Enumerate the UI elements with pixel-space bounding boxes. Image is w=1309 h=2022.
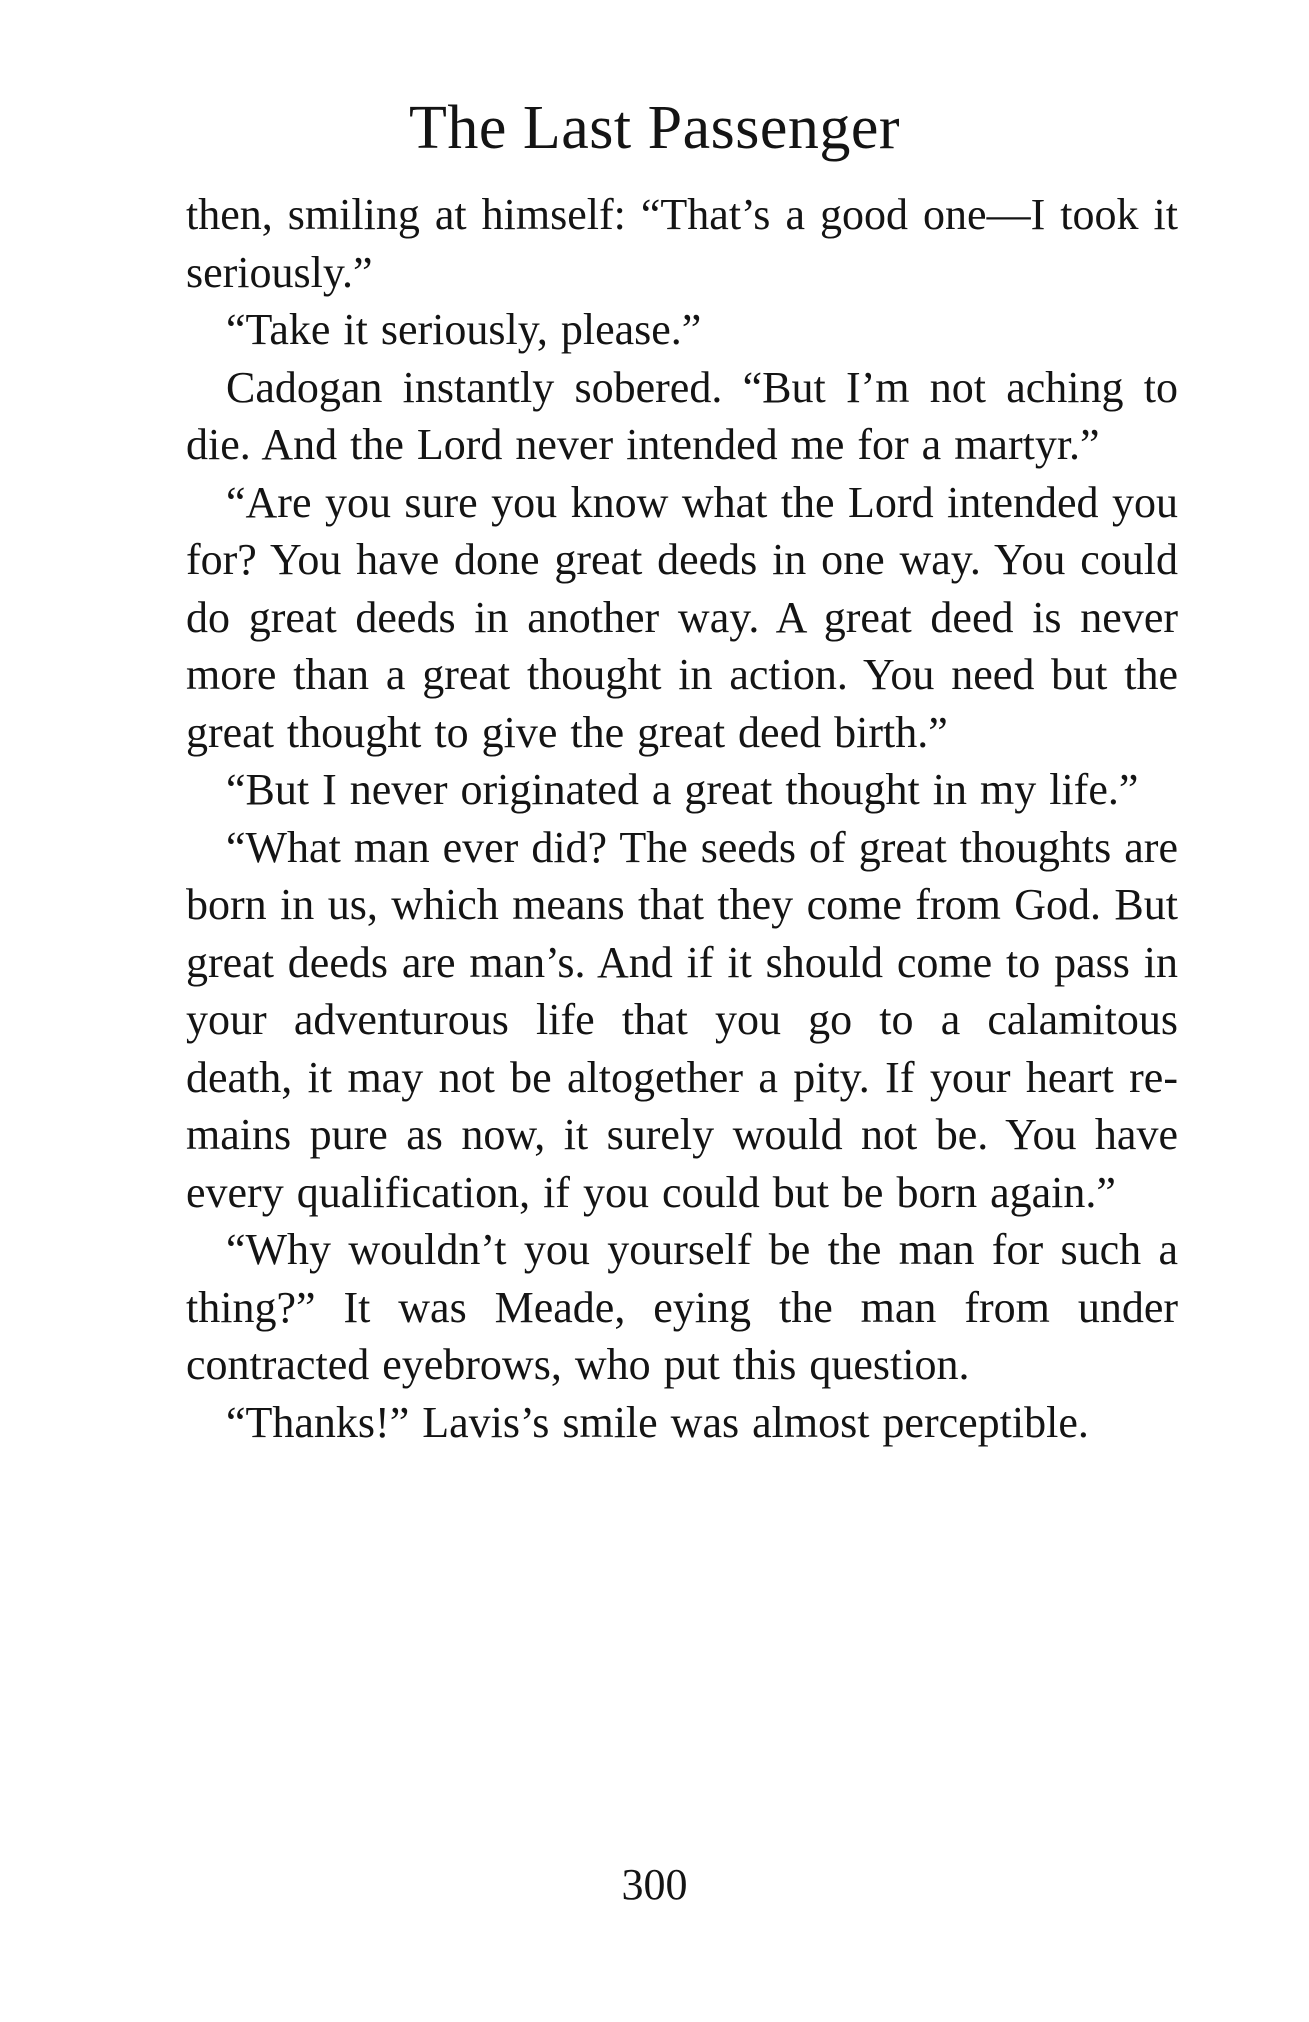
paragraph: Cadogan instantly sobered. “But I’m not aching to die. And the Lord never intended me for a martyr.” — [186, 362, 1178, 469]
paragraph: “What man ever did? The seeds of great thoughts are born in us, which means that they come from God. But great deeds are man’s. And if it should come to pass in your adventurous life that you go to a calamitous death, it may not be altogether a pity. If your heart remains pure as now, it surely would not be. You have every qualification, if you could but be born again.” — [186, 822, 1178, 1217]
page-number: 300 — [621, 1860, 688, 1909]
paragraph: “Thanks!” Lavis’s smile was almost perceptible. — [226, 1397, 1089, 1447]
paragraph: “Take it seriously, please.” — [226, 305, 702, 354]
running-head: The Last Passenger — [408, 94, 901, 162]
paragraph: “Are you sure you know what the Lord intended you for? You have done great deeds in one way. You could do great deeds in another way. A great deed is never more than a great thought in action. You need but the great thought to give the great deed birth.” — [186, 477, 1178, 757]
paragraph: “But I never originated a great thought in my life.” — [226, 765, 1139, 814]
paragraph: “Why wouldn’t you yourself be the man for such a thing?” It was Meade, eying the man from under contracted eyebrows, who put this question. — [186, 1225, 1178, 1389]
body-text — [186, 186, 1178, 1451]
paragraph: then, smiling at himself: “That’s a good one—I took it seriously.” — [186, 190, 1178, 297]
